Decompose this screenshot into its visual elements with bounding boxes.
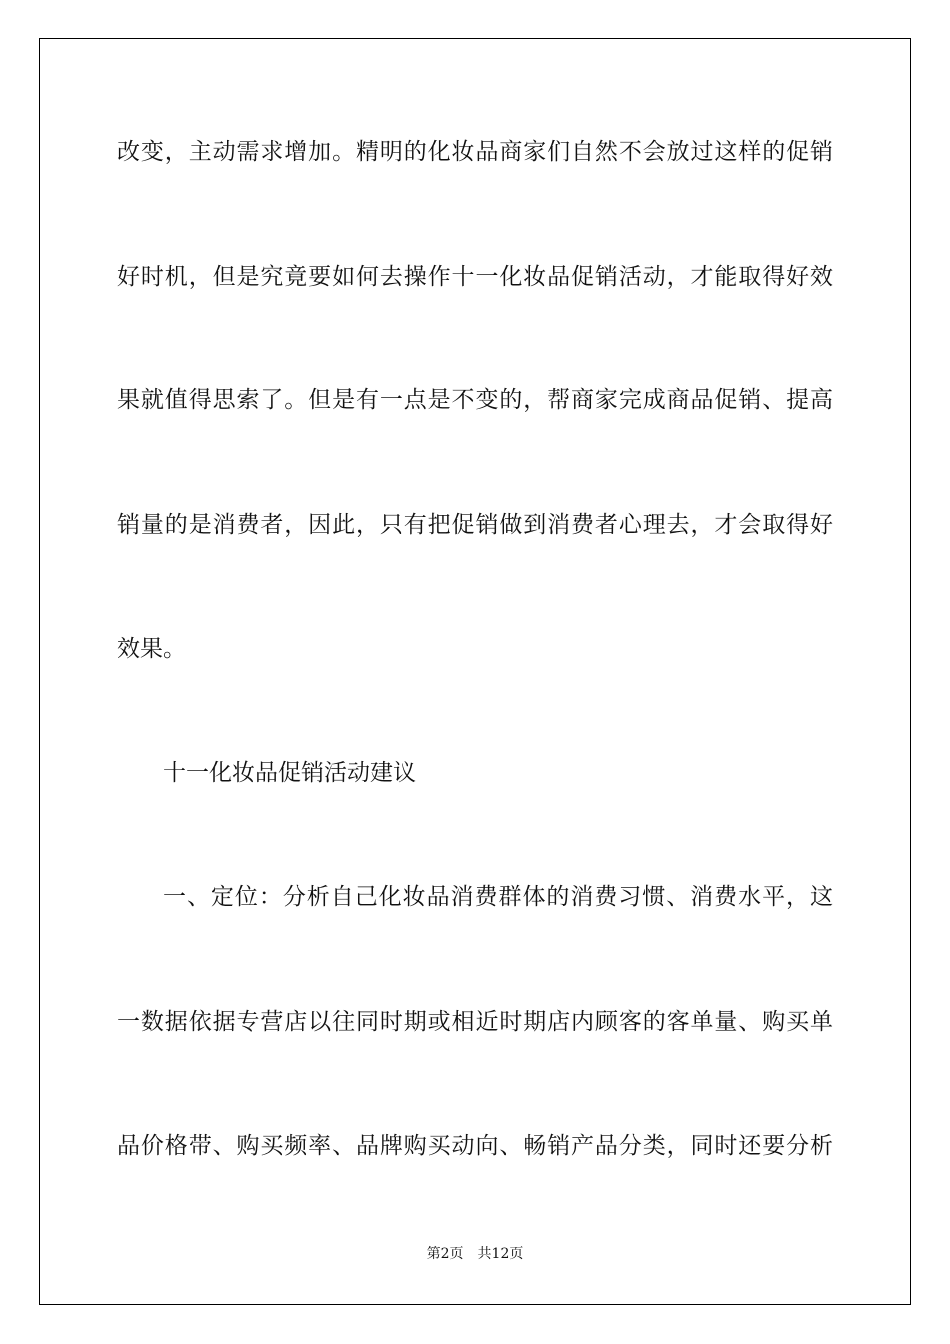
paragraph-line-4: 销量的是消费者，因此，只有把促销做到消费者心理去，才会取得好 (117, 512, 833, 538)
paragraph-line-2: 好时机，但是究竟要如何去操作十一化妆品促销活动，才能取得好效 (117, 264, 833, 290)
paragraph-line-3: 果就值得思索了。但是有一点是不变的，帮商家完成商品促销、提高 (117, 387, 833, 413)
paragraph-line-1: 改变，主动需求增加。精明的化妆品商家们自然不会放过这样的促销 (117, 139, 833, 165)
paragraph-line-8: 一数据依据专营店以往同时期或相近时期店内顾客的客单量、购买单 (117, 1009, 833, 1035)
paragraph-line-7: 一、定位：分析自己化妆品消费群体的消费习惯、消费水平，这 (163, 884, 833, 910)
page-frame (39, 38, 911, 1305)
section-heading: 十一化妆品促销活动建议 (163, 760, 416, 786)
page-footer (0, 1245, 950, 1263)
page-total: 共12页 (477, 1246, 524, 1262)
paragraph-line-9: 品价格带、购买频率、品牌购买动向、畅销产品分类，同时还要分析 (117, 1133, 833, 1159)
page-number: 第2页 (426, 1246, 464, 1262)
paragraph-line-5: 效果。 (117, 636, 186, 662)
